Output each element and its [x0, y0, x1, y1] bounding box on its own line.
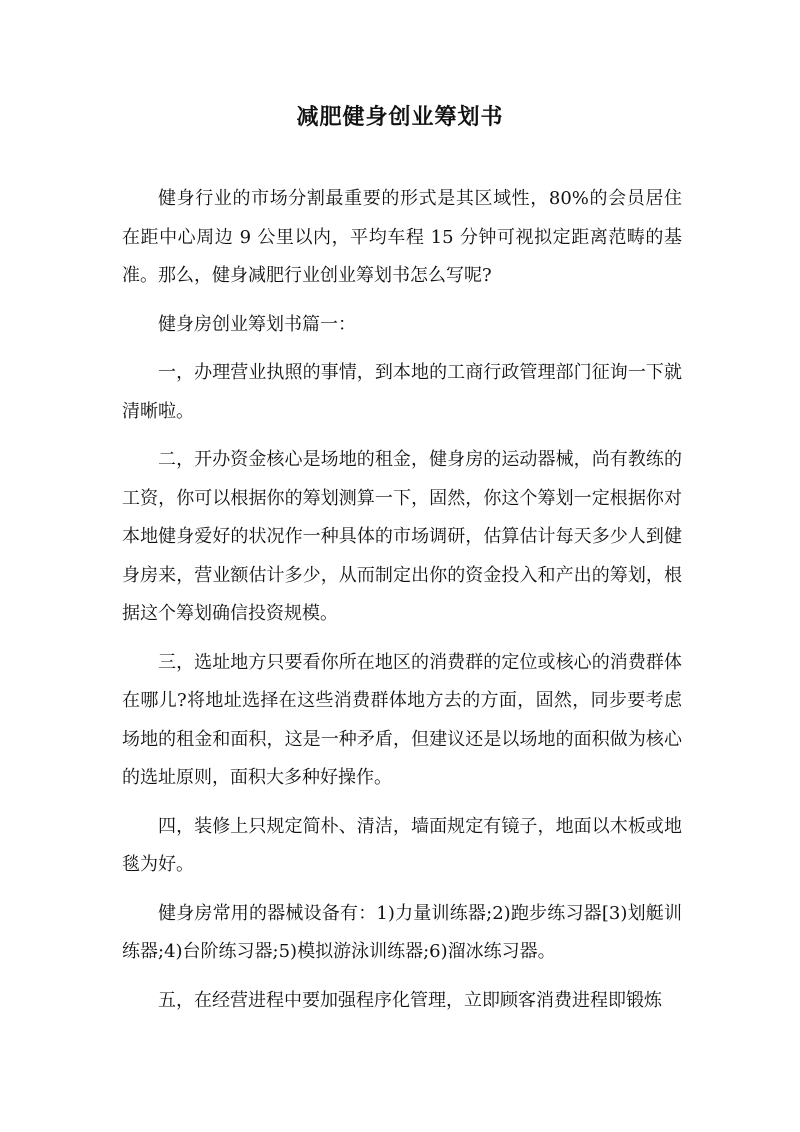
paragraph-equipment: 健身房常用的器械设备有：1)力量训练器;2)跑步练习器[3)划艇训练器;4)台阶练习器;5)模拟游泳训练器;6)溜冰练习器。	[122, 902, 682, 962]
paragraph-management: 五，在经营进程中要加强程序化管理，立即顾客消费进程即锻炼	[158, 989, 662, 1011]
paragraph-section-heading: 健身房创业筹划书篇一：	[158, 313, 356, 335]
paragraph-intro: 健身行业的市场分割最重要的形式是其区域性，80%的会员居住在距中心周边 9 公里以内，平均车程 15 分钟可视拟定距离范畴的基准。那么，健身减肥行业创业筹划书怎么写呢?	[122, 188, 682, 286]
document-title: 减肥健身创业筹划书	[296, 104, 504, 130]
paragraph-location: 三，选址地方只要看你所在地区的消费群的定位或核心的消费群体在哪儿?将地址选择在这些消费群体地方去的方面，固然，同步要考虑场地的租金和面积，这是一种矛盾，但建议还是以场地的面积做为核心的选址原则，面积大多种好操作。	[122, 651, 682, 788]
paragraph-license: 一，办理营业执照的事情，到本地的工商行政管理部门征询一下就清晰啦。	[122, 362, 682, 422]
paragraph-decoration: 四，装修上只规定简朴、清洁，墙面规定有镜子，地面以木板或地毯为好。	[122, 815, 682, 875]
paragraph-funding: 二，开办资金核心是场地的租金，健身房的运动器械，尚有教练的工资，你可以根据你的筹划测算一下，固然，你这个筹划一定根据你对本地健身爱好的状况作一种具体的市场调研，估算估计每天多少人到健身房来，营业额估计多少，从而制定出你的资金投入和产出的筹划，根据这个筹划确信投资规模。	[122, 449, 682, 624]
document-body	[122, 180, 682, 1030]
